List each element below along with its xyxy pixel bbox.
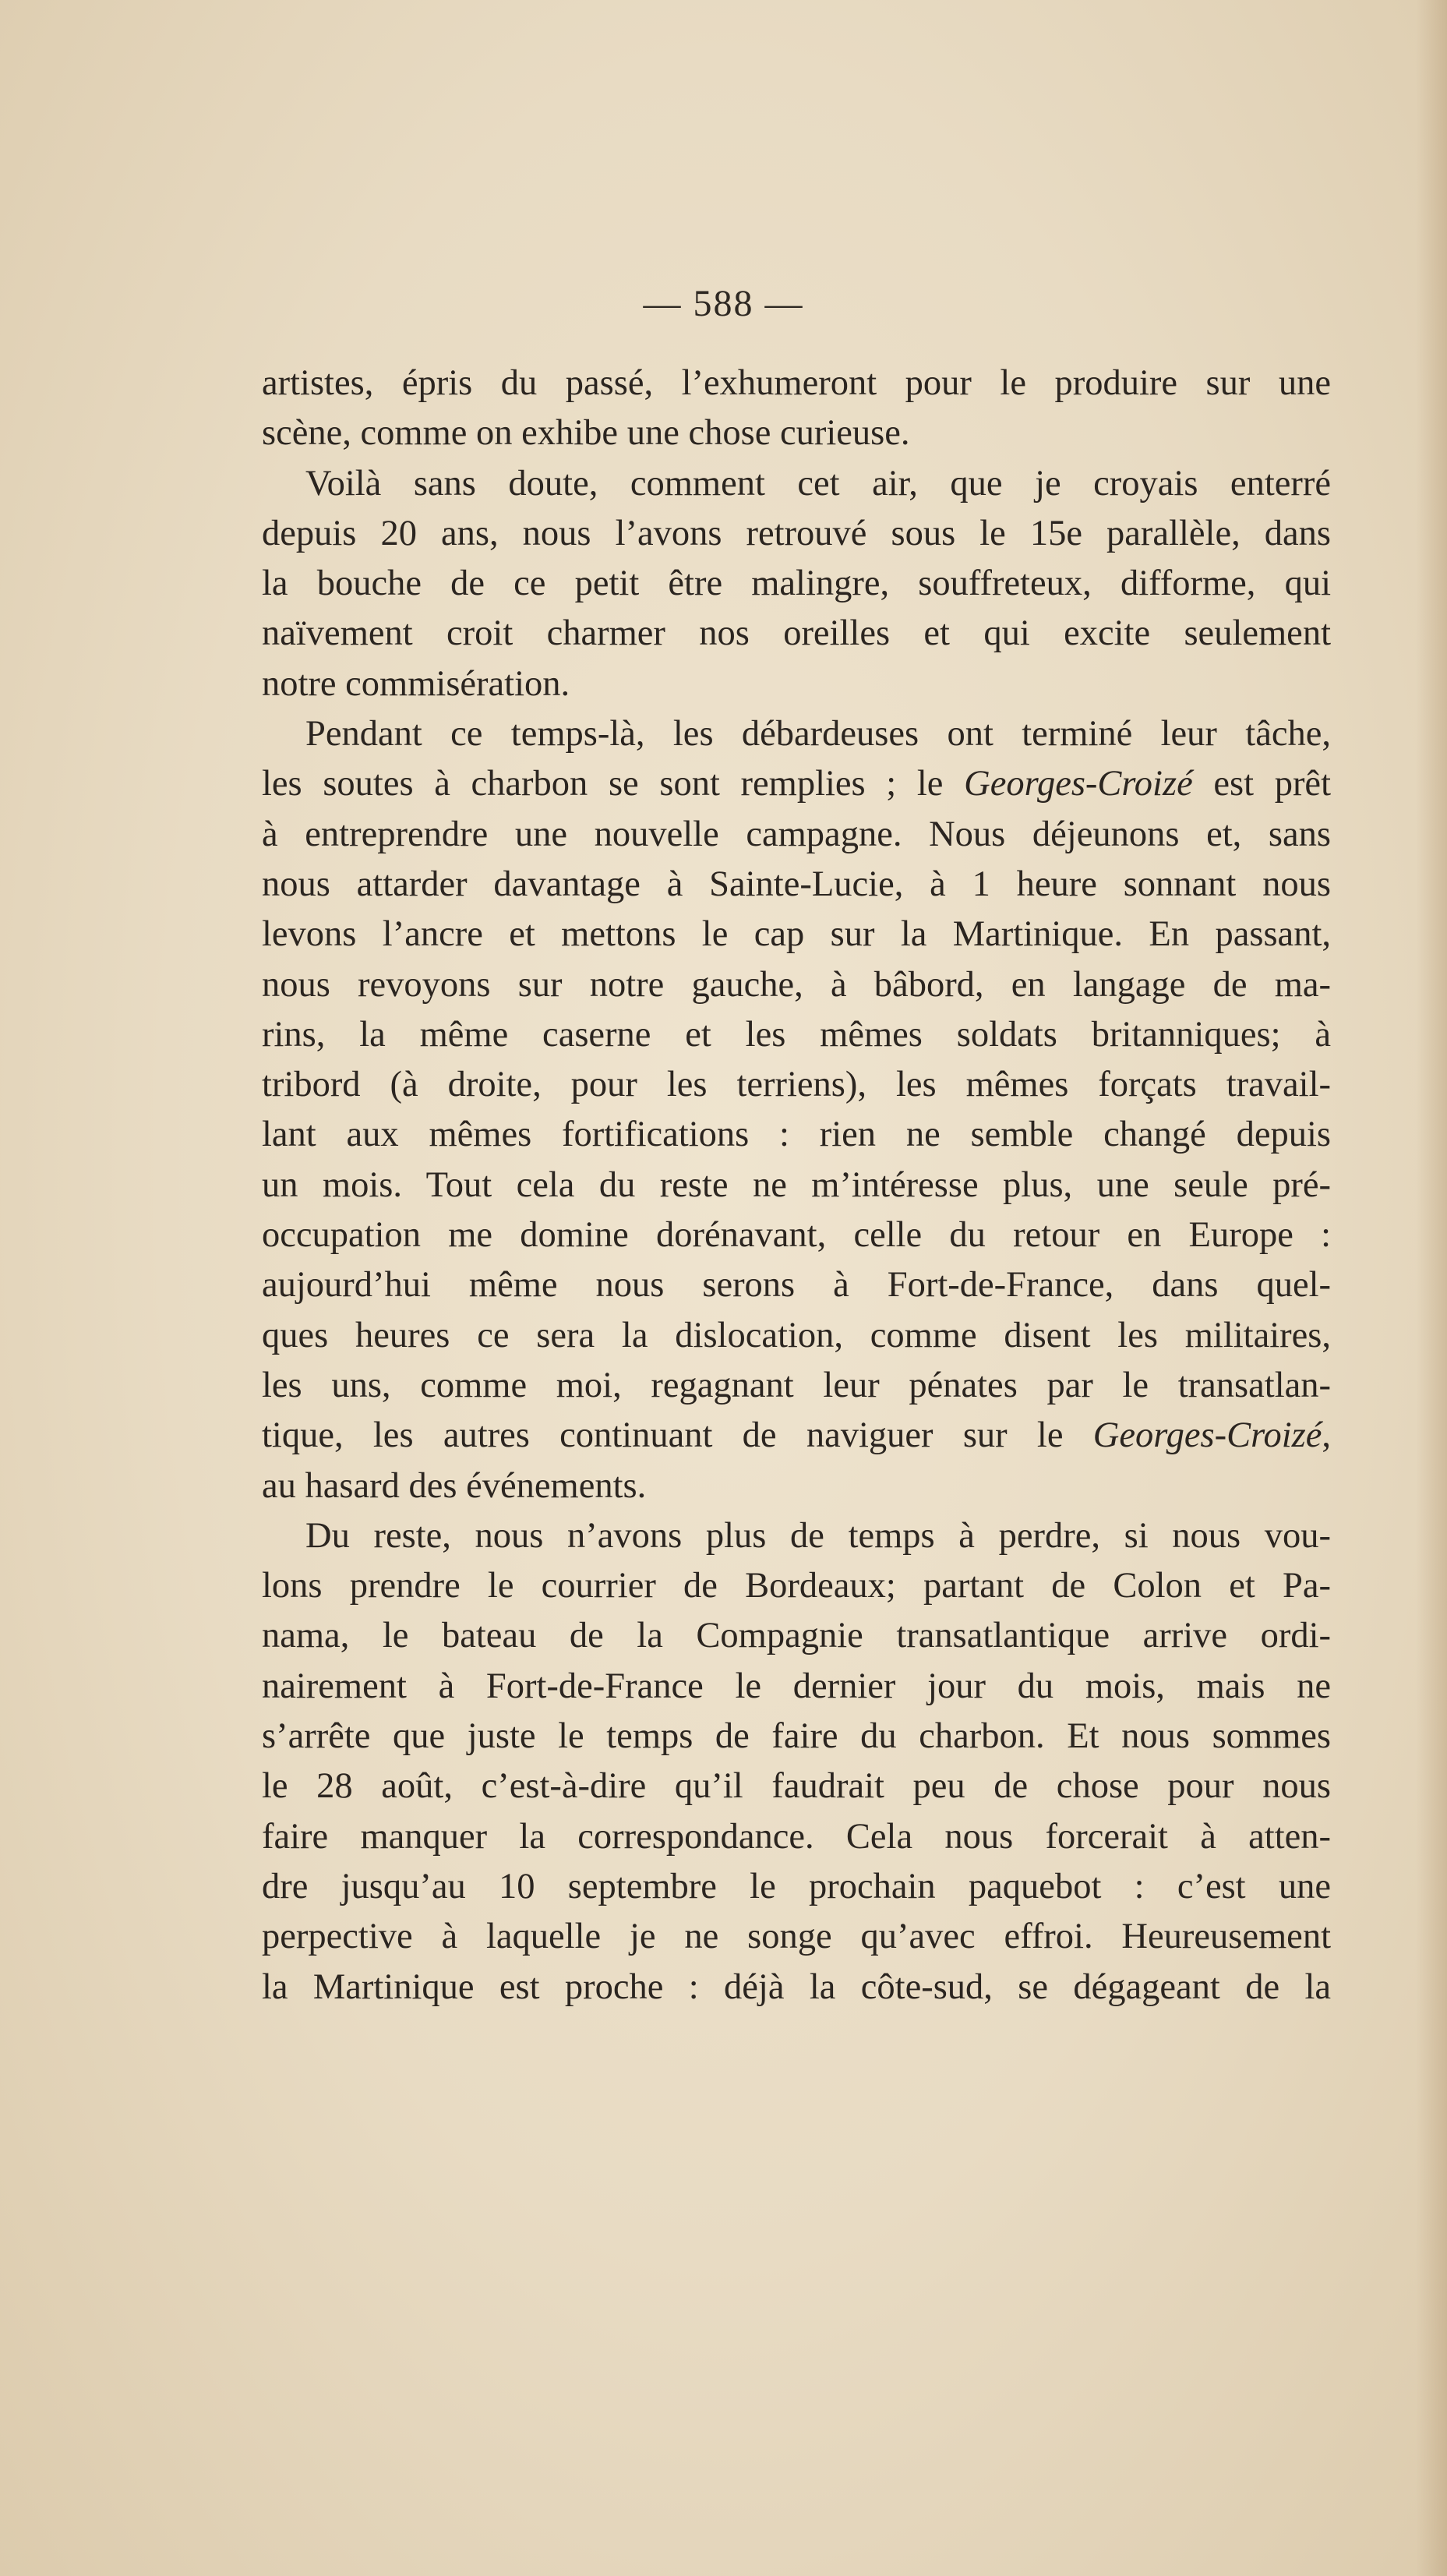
body-text <box>262 359 1331 2012</box>
text-line: occupation me domine dorénavant, celle du retour en Europe : <box>262 1215 1331 1256</box>
text-line: dre jusqu’au 10 septembre le prochain paquebot : c’est une <box>262 1866 1331 1906</box>
text-line: faire manquer la correspondance. Cela nous forcerait à atten- <box>262 1816 1331 1857</box>
text-line: lons prendre le courrier de Bordeaux; partant de Colon et Pa- <box>262 1566 1331 1606</box>
text-line: ques heures ce sera la dislocation, comme disent les militaires, <box>262 1315 1331 1355</box>
text-line: notre commisération. <box>262 663 570 704</box>
ship-name: Georges-Croizé <box>1092 1415 1322 1456</box>
text-line: s’arrête que juste le temps de faire du charbon. Et nous sommes <box>262 1716 1331 1757</box>
text-line: les soutes à charbon se sont remplies ; le Georges-Croizé est prêt <box>262 764 1331 804</box>
text-line: la Martinique est proche : déjà la côte-sud, se dégageant de la <box>262 1966 1331 2007</box>
page-edge-shadow <box>1416 0 1447 2576</box>
text-line: Du reste, nous n’avons plus de temps à perdre, si nous vou- <box>305 1515 1331 1556</box>
text-line: les uns, comme moi, regagnant leur pénates par le transatlan- <box>262 1365 1331 1405</box>
text-line: nous revoyons sur notre gauche, à bâbord, en langage de ma- <box>262 964 1331 1005</box>
text-line: à entreprendre une nouvelle campagne. Nous déjeunons et, sans <box>262 814 1331 854</box>
text-line: tribord (à droite, pour les terriens), les mêmes forçats travail- <box>262 1065 1331 1105</box>
text-line: levons l’ancre et mettons le cap sur la Martinique. En passant, <box>262 914 1331 955</box>
text-line: au hasard des événements. <box>262 1465 647 1506</box>
text-line: un mois. Tout cela du reste ne m’intéresse plus, une seule pré- <box>262 1164 1331 1205</box>
text-line: rins, la même caserne et les mêmes soldats britanniques; à <box>262 1014 1331 1055</box>
text-line: aujourd’hui même nous serons à Fort-de-France, dans quel- <box>262 1265 1331 1306</box>
text-line: nairement à Fort-de-France le dernier jour du mois, mais ne <box>262 1666 1331 1706</box>
text-line: lant aux mêmes fortifications : rien ne semble changé depuis <box>262 1115 1331 1155</box>
text-line: perpective à laquelle je ne songe qu’avec effroi. Heureusement <box>262 1917 1331 1957</box>
text-line: Voilà sans doute, comment cet air, que je croyais enterré <box>305 463 1331 504</box>
text-line: artistes, épris du passé, l’exhumeront pour le produire sur une <box>262 363 1331 403</box>
page-number: — 588 — <box>643 283 804 324</box>
text-line: scène, comme on exhibe une chose curieuse. <box>262 413 910 454</box>
text-line: naïvement croit charmer nos oreilles et qui excite seulement <box>262 613 1331 654</box>
ship-name: Georges-Croizé <box>964 764 1193 804</box>
text-line: nous attarder davantage à Sainte-Lucie, à 1 heure sonnant nous <box>262 864 1331 904</box>
text-line: nama, le bateau de la Compagnie transatlantique arrive ordi- <box>262 1616 1331 1656</box>
text-line: tique, les autres continuant de naviguer sur le Georges-Croizé, <box>262 1415 1331 1456</box>
text-line: depuis 20 ans, nous l’avons retrouvé sous le 15e parallèle, dans <box>262 513 1331 553</box>
text-line: Pendant ce temps-là, les débardeuses ont terminé leur tâche, <box>305 714 1331 754</box>
text-line: la bouche de ce petit être malingre, souffreteux, difforme, qui <box>262 564 1331 604</box>
text-line: le 28 août, c’est-à-dire qu’il faudrait peu de chose pour nous <box>262 1766 1331 1807</box>
